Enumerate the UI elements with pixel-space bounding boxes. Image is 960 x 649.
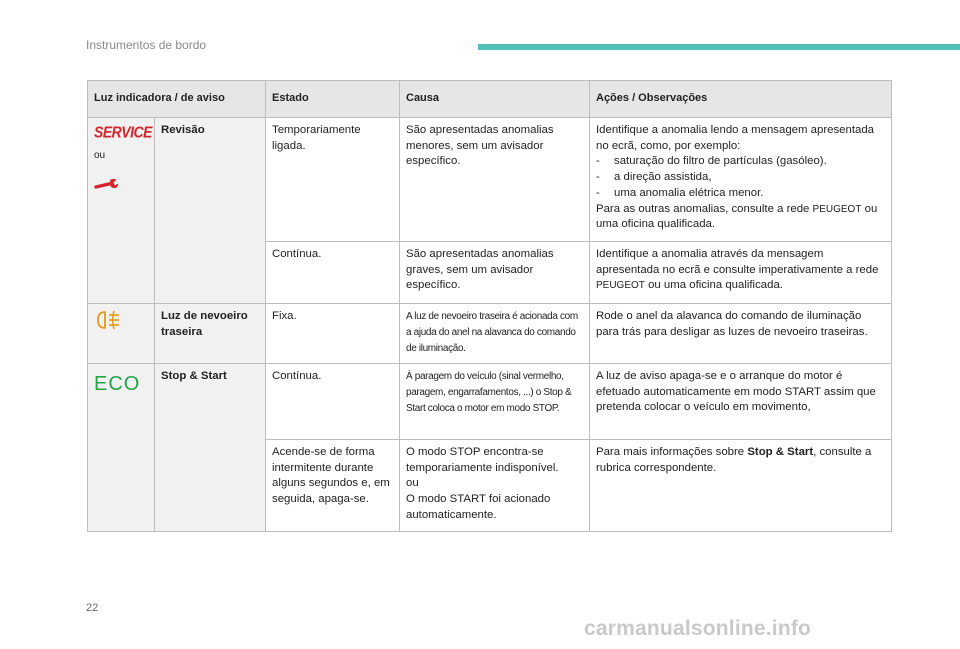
stopstart-cause-1: À paragem do veículo (sinal vermelho, paragem, engarrafamentos, ...) o Stop & Start coloca o motor em modo STOP.	[400, 364, 590, 440]
stopstart-state-1: Contínua.	[266, 364, 400, 440]
service-icon: SERVICE	[94, 122, 152, 142]
column-header-actions: Ações / Observações	[590, 81, 892, 118]
table-row	[88, 304, 892, 364]
eco-icon: ECO	[94, 373, 141, 395]
list-item: - saturação do filtro de partículas (gasóleo).	[596, 154, 885, 170]
stopstart-action-2-post: , consulte a rubrica correspondente.	[596, 446, 872, 474]
page-number: 22	[86, 602, 99, 614]
service-icon-cell	[88, 118, 155, 304]
or-label: ou	[94, 149, 106, 161]
stopstart-action-1: A luz de aviso apaga-se e o arranque do motor é efetuado automaticamente em modo START assim que pretenda colocar o veículo em movimento,	[590, 364, 892, 440]
rear-fog-lamp-icon	[94, 309, 124, 331]
service-action-outro-pre: Para as outras anomalias, consulte a rede	[596, 202, 813, 215]
fog-name: Luz de nevoeiro traseira	[155, 304, 266, 364]
header-accent-bar	[478, 44, 960, 50]
service-action-2-post: ou uma oficina qualificada.	[644, 279, 783, 292]
column-header-indicator: Luz indicadora / de aviso	[88, 81, 266, 118]
list-item: - a direção assistida,	[596, 170, 885, 186]
service-action-2-pre: Identifique a anomalia através da mensagem apresentada no ecrã e consulte imperativamente a rede	[596, 248, 879, 276]
service-action-intro: Identifique a anomalia lendo a mensagem apresentada no ecrã, como, por exemplo:	[596, 124, 874, 152]
stopstart-action-2-pre: Para mais informações sobre	[596, 446, 748, 458]
service-name: Revisão	[155, 118, 266, 304]
service-state-2: Contínua.	[266, 242, 400, 304]
fog-cause: A luz de nevoeiro traseira é acionada com a ajuda do anel na alavanca do comando de iluminação.	[400, 304, 590, 364]
stopstart-cause-2a: O modo STOP encontra-se temporariamente indisponível.	[406, 446, 559, 474]
brand-name: PEUGEOT	[812, 203, 862, 215]
service-cause-2: São apresentadas anomalias graves, sem um avisador específico.	[400, 242, 590, 304]
stopstart-cause-2b: O modo START foi acionado automaticamente.	[406, 493, 551, 521]
section-title: Instrumentos de bordo	[86, 38, 207, 52]
stopstart-action-2	[590, 440, 892, 532]
column-header-state: Estado	[266, 81, 400, 118]
table-header-row	[88, 81, 892, 118]
stopstart-cause-2	[400, 440, 590, 532]
service-state-1: Temporariamente ligada.	[266, 118, 400, 242]
list-item: - uma anomalia elétrica menor.	[596, 186, 885, 202]
warning-lights-table	[87, 80, 892, 532]
column-header-cause: Causa	[400, 81, 590, 118]
fog-state: Fixa.	[266, 304, 400, 364]
eco-icon-cell	[88, 364, 155, 532]
stopstart-cause-or: ou	[406, 477, 419, 490]
service-cause-1: São apresentadas anomalias menores, sem um avisador específico.	[400, 118, 590, 242]
table-row	[88, 364, 892, 440]
brand-name: PEUGEOT	[596, 280, 645, 292]
stopstart-name: Stop & Start	[155, 364, 266, 532]
stopstart-action-2-bold: Stop & Start	[747, 446, 814, 458]
service-action-1	[590, 118, 892, 242]
service-action-2	[590, 242, 892, 304]
service-action-list	[596, 154, 885, 201]
fog-icon-cell	[88, 304, 155, 364]
fog-action: Rode o anel da alavanca do comando de iluminação para trás para desligar as luzes de nevoeiro traseiras.	[590, 304, 892, 364]
wrench-icon	[94, 177, 120, 191]
service-action-outro-post: ou uma oficina qualificada.	[596, 202, 878, 231]
watermark: carmanualsonline.info	[584, 617, 812, 640]
stopstart-state-2: Acende-se de forma intermitente durante alguns segundos e, em seguida, apaga-se.	[266, 440, 400, 532]
table-row	[88, 118, 892, 242]
